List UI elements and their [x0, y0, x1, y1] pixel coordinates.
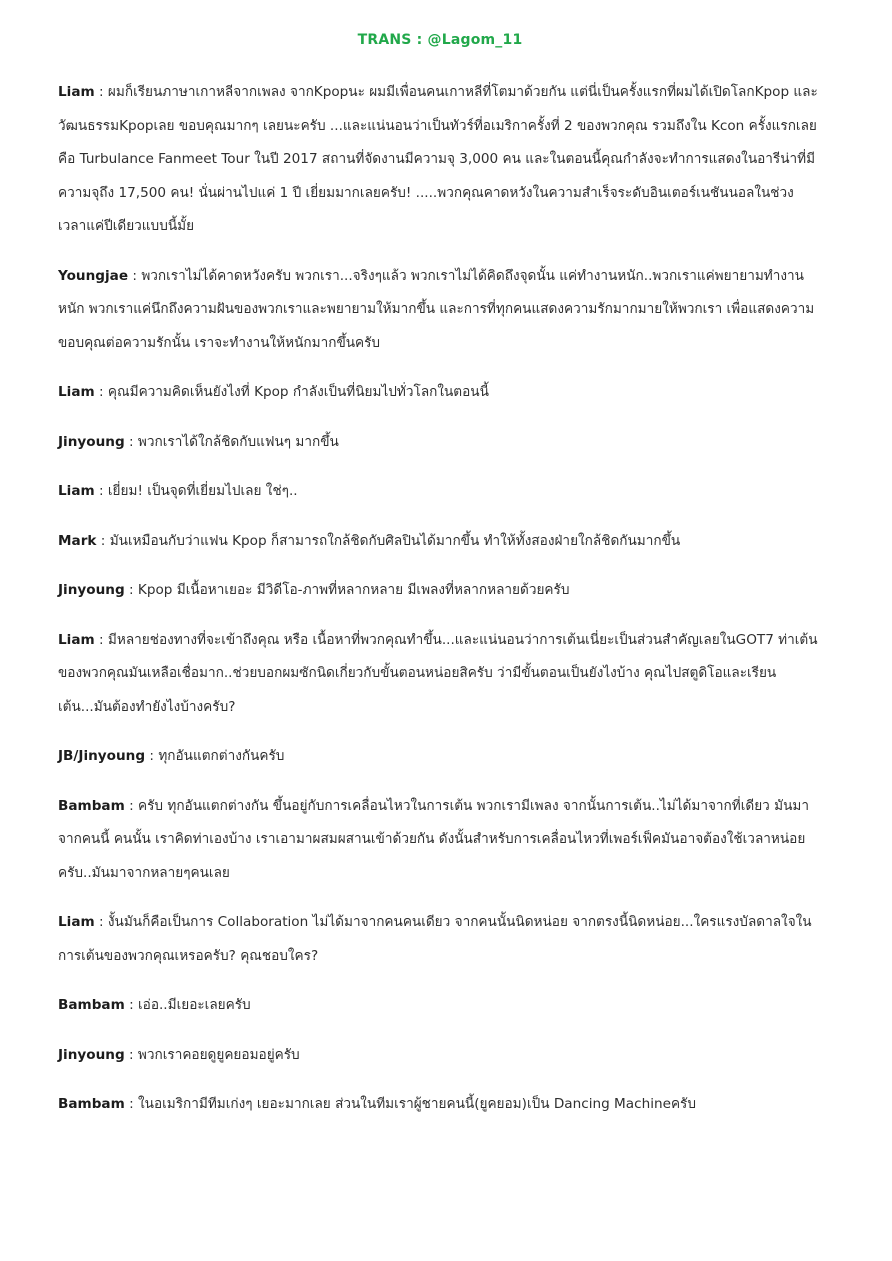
speaker-name: Liam — [58, 384, 95, 400]
speaker-name: Bambam — [58, 1096, 125, 1112]
dialogue-entry: Liam : ผมก็เรียนภาษาเกาหลีจากเพลง จากKpopนะ ผมมีเพื่อนคนเกาหลีที่โตมาด้วยกัน แต่นี่เป็นครั้งแรกที่ผมได้เปิดโลกKpop และวัฒนธรรมKpopเลย ขอบคุณมากๆ เลยนะครับ ...และแน่นอนว่าเป็นทัวร์ที่อเมริกาครั้งที่ 2 ของพวกคุณ รวมถึงใน Kcon ครั้งแรกเลยคือ Turbulance Fanmeet Tour ในปี 2017 สถานที่จัดงานมีความจุ 3,000 คน และในตอนนี้คุณกำลังจะทำการแสดงในอารีน่าที่มีความจุถึง 17,500 คน! นั่นผ่านไปแค่ 1 ปี เยี่ยมมากเลยครับ! .....พวกคุณคาดหวังในความสำเร็จระดับอินเตอร์เนชันนอลในช่วงเวลาแค่ปีเดียวแบบนี้มั้ย — [58, 84, 818, 234]
dialogue-entry: Jinyoung : พวกเราได้ใกล้ชิดกับแฟนๆ มากขึ้น — [58, 433, 339, 450]
dialogue-text: พวกเราได้ใกล้ชิดกับแฟนๆ มากขึ้น — [137, 433, 339, 450]
dialogue-text: ทุกอันแตกต่างกันครับ — [158, 748, 285, 764]
dialogue-text: ในอเมริกามีทีมเก่งๆ เยอะมากเลย ส่วนในทีมเราผู้ชายคนนี้(ยูคยอม)เป็น Dancing Machineครับ — [138, 1096, 696, 1112]
dialogue-entry: Jinyoung : พวกเราคอยดูยูคยอมอยู่ครับ — [58, 1046, 300, 1063]
dialogue-entry: Jinyoung : Kpop มีเนื้อหาเยอะ มีวิดีโอ-ภาพที่หลากหลาย มีเพลงที่หลากหลายด้วยครับ — [58, 582, 570, 598]
speaker-name: Youngjae — [58, 267, 129, 284]
speaker-name: Liam — [58, 914, 95, 930]
dialogue-entry: Liam : คุณมีความคิดเห็นยังไงที่ Kpop กำลังเป็นที่นิยมไปทั่วโลกในตอนนี้ — [58, 384, 489, 400]
dialogue-entry: Liam : งั้นมันก็คือเป็นการ Collaboration ไม่ได้มาจากคนคนเดียว จากคนนั้นนิดหน่อย จากตรงนี้นิดหน่อย...ใครแรงบัลดาลใจในการเต้นของพวกคุณเหรอครับ? คุณชอบใคร? — [58, 914, 812, 964]
speaker-name: Bambam — [58, 797, 125, 814]
dialogue-text: งั้นมันก็คือเป็นการ Collaboration ไม่ได้มาจากคนคนเดียว จากคนนั้นนิดหน่อย จากตรงนี้นิดหน่อย...ใครแรงบัลดาลใจในการเต้นของพวกคุณเหรอครับ? คุณชอบใคร? — [58, 914, 812, 964]
translator-credit: TRANS : @Lagom_11 — [357, 32, 523, 48]
speaker-name: Jinyoung — [58, 582, 125, 598]
dialogue-entry: Bambam : ครับ ทุกอันแตกต่างกัน ขึ้นอยู่กับการเคลื่อนไหวในการเต้น พวกเรามีเพลง จากนั้นการเต้น..ไม่ได้มาจากที่เดียว มันมาจากคนนี้ คนนั้น เราคิดท่าเองบ้าง เราเอามาผสมผสานเข้าด้วยกัน ดังนั้นสำหรับการเคลื่อนไหวที่เพอร์เฟ็คมันอาจต้องใช้เวลาหน่อย ครับ..มันมาจากหลายๆคนเลย — [58, 797, 809, 881]
speaker-name: JB/Jinyoung — [58, 748, 146, 764]
dialogue-entry: Mark : มันเหมือนกับว่าแฟน Kpop ก็สามารถใกล้ชิดกับศิลปินได้มากขึ้น ทำให้ทั้งสองฝ่ายใกล้ชิดกันมากขึ้น — [58, 532, 681, 549]
dialogue-entry: Bambam : ในอเมริกามีทีมเก่งๆ เยอะมากเลย ส่วนในทีมเราผู้ชายคนนี้(ยูคยอม)เป็น Dancing Machineครับ — [58, 1096, 696, 1112]
dialogue-entry: JB/Jinyoung : ทุกอันแตกต่างกันครับ — [58, 748, 285, 764]
dialogue-entry: Liam : มีหลายช่องทางที่จะเข้าถึงคุณ หรือ เนื้อหาที่พวกคุณทำขึ้น...และแน่นอนว่าการเต้นเนี่ยะเป็นส่วนสำคัญเลยในGOT7 ท่าเต้นของพวกคุณมันเหลือเชื่อมาก..ช่วยบอกผมซักนิดเกี่ยวกับขั้นตอนหน่อยสิครับ ว่ามีขั้นตอนเป็นยังไงบ้าง คุณไปสตูดิโอและเรียนเต้น...มันต้องทำยังไงบ้างครับ? — [58, 631, 818, 715]
speaker-name: Bambam — [58, 997, 125, 1013]
dialogue-text: ผมก็เรียนภาษาเกาหลีจากเพลง จากKpopนะ ผมมีเพื่อนคนเกาหลีที่โตมาด้วยกัน แต่นี่เป็นครั้งแรกที่ผมได้เปิดโลกKpop และวัฒนธรรมKpopเลย ขอบคุณมากๆ เลยนะครับ ...และแน่นอนว่าเป็นทัวร์ที่อเมริกาครั้งที่ 2 ของพวกคุณ รวมถึงใน Kcon ครั้งแรกเลยคือ Turbulance Fanmeet Tour ในปี 2017 สถานที่จัดงานมีความจุ 3,000 คน และในตอนนี้คุณกำลังจะทำการแสดงในอารีน่าที่มีความจุถึง 17,500 คน! นั่นผ่านไปแค่ 1 ปี เยี่ยมมากเลยครับ! .....พวกคุณคาดหวังในความสำเร็จระดับอินเตอร์เนชันนอลในช่วงเวลาแค่ปีเดียวแบบนี้มั้ย — [58, 84, 818, 234]
dialogue-entry: Bambam : เอ่อ..มีเยอะเลยครับ — [58, 997, 251, 1013]
dialogue-text: Kpop มีเนื้อหาเยอะ มีวิดีโอ-ภาพที่หลากหลาย มีเพลงที่หลากหลายด้วยครับ — [137, 582, 570, 598]
dialogue-text: เยี่ยม! เป็นจุดที่เยี่ยมไปเลย ใช่ๆ.. — [107, 483, 298, 499]
dialogue-text: คุณมีความคิดเห็นยังไงที่ Kpop กำลังเป็นที่นิยมไปทั่วโลกในตอนนี้ — [107, 384, 489, 400]
dialogue-text: เอ่อ..มีเยอะเลยครับ — [138, 997, 251, 1013]
dialogue-text: มีหลายช่องทางที่จะเข้าถึงคุณ หรือ เนื้อหาที่พวกคุณทำขึ้น...และแน่นอนว่าการเต้นเนี่ยะเป็นส่วนสำคัญเลยในGOT7 ท่าเต้นของพวกคุณมันเหลือเชื่อมาก..ช่วยบอกผมซักนิดเกี่ยวกับขั้นตอนหน่อยสิครับ ว่ามีขั้นตอนเป็นยังไงบ้าง คุณไปสตูดิโอและเรียนเต้น...มันต้องทำยังไงบ้างครับ? — [58, 631, 818, 715]
speaker-name: Liam — [58, 483, 95, 499]
speaker-name: Liam — [58, 631, 95, 648]
dialogue-entry: Liam : เยี่ยม! เป็นจุดที่เยี่ยมไปเลย ใช่ๆ.. — [58, 483, 298, 499]
dialogue-text: พวกเราคอยดูยูคยอมอยู่ครับ — [137, 1046, 300, 1063]
dialogue-entry: Youngjae : พวกเราไม่ได้คาดหวังครับ พวกเรา...จริงๆแล้ว พวกเราไม่ได้คิดถึงจุดนั้น แค่ทำงานหนัก..พวกเราแค่พยายามทำงานหนัก พวกเราแค่นึกถึงความฝันของพวกเราและพยายามให้มากขึ้น และการที่ทุกคนแสดงความรักมากมายให้พวกเรา เพื่อแสดงความขอบคุณต่อความรักนั้น เราจะทำงานให้หนักมากขึ้นครับ — [58, 267, 815, 351]
dialogue-text: พวกเราไม่ได้คาดหวังครับ พวกเรา...จริงๆแล้ว พวกเราไม่ได้คิดถึงจุดนั้น แค่ทำงานหนัก..พวกเราแค่พยายามทำงานหนัก พวกเราแค่นึกถึงความฝันของพวกเราและพยายามให้มากขึ้น และการที่ทุกคนแสดงความรักมากมายให้พวกเรา เพื่อแสดงความขอบคุณต่อความรักนั้น เราจะทำงานให้หนักมากขึ้นครับ — [58, 267, 815, 351]
speaker-name: Jinyoung — [58, 433, 125, 450]
speaker-name: Mark — [58, 532, 97, 549]
speaker-name: Jinyoung — [58, 1046, 125, 1063]
speaker-name: Liam — [58, 84, 95, 100]
dialogue-text: ครับ ทุกอันแตกต่างกัน ขึ้นอยู่กับการเคลื่อนไหวในการเต้น พวกเรามีเพลง จากนั้นการเต้น..ไม่ได้มาจากที่เดียว มันมาจากคนนี้ คนนั้น เราคิดท่าเองบ้าง เราเอามาผสมผสานเข้าด้วยกัน ดังนั้นสำหรับการเคลื่อนไหวที่เพอร์เฟ็คมันอาจต้องใช้เวลาหน่อย ครับ..มันมาจากหลายๆคนเลย — [58, 797, 809, 881]
dialogue-text: มันเหมือนกับว่าแฟน Kpop ก็สามารถใกล้ชิดกับศิลปินได้มากขึ้น ทำให้ทั้งสองฝ่ายใกล้ชิดกันมากขึ้น — [109, 532, 681, 549]
